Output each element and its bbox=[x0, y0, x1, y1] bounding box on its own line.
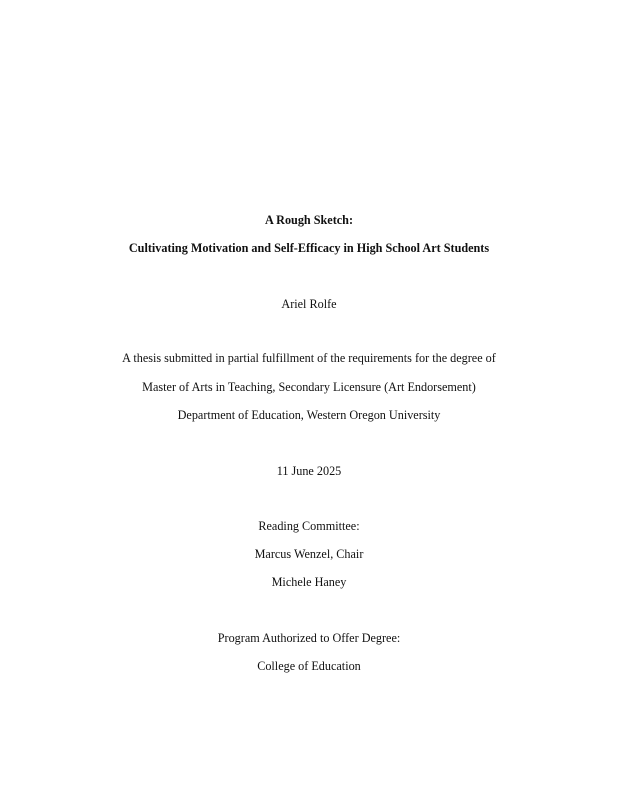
committee-member: Michele Haney bbox=[271, 575, 347, 589]
thesis-title: A Rough Sketch: bbox=[264, 213, 354, 227]
submission-statement: A thesis submitted in partial fulfillment of the requirements for the degree of bbox=[122, 351, 496, 365]
degree-name: Master of Arts in Teaching, Secondary Licensure (Art Endorsement) bbox=[142, 380, 476, 394]
program-heading: Program Authorized to Offer Degree: bbox=[217, 631, 401, 645]
submission-date: 11 June 2025 bbox=[276, 464, 342, 478]
thesis-subtitle: Cultivating Motivation and Self-Efficacy in High School Art Students bbox=[128, 241, 490, 255]
program-name: College of Education bbox=[257, 659, 361, 673]
committee-heading: Reading Committee: bbox=[258, 519, 360, 533]
committee-member: Marcus Wenzel, Chair bbox=[254, 547, 364, 561]
author-name: Ariel Rolfe bbox=[281, 297, 337, 311]
institution-name: Department of Education, Western Oregon University bbox=[177, 408, 441, 422]
